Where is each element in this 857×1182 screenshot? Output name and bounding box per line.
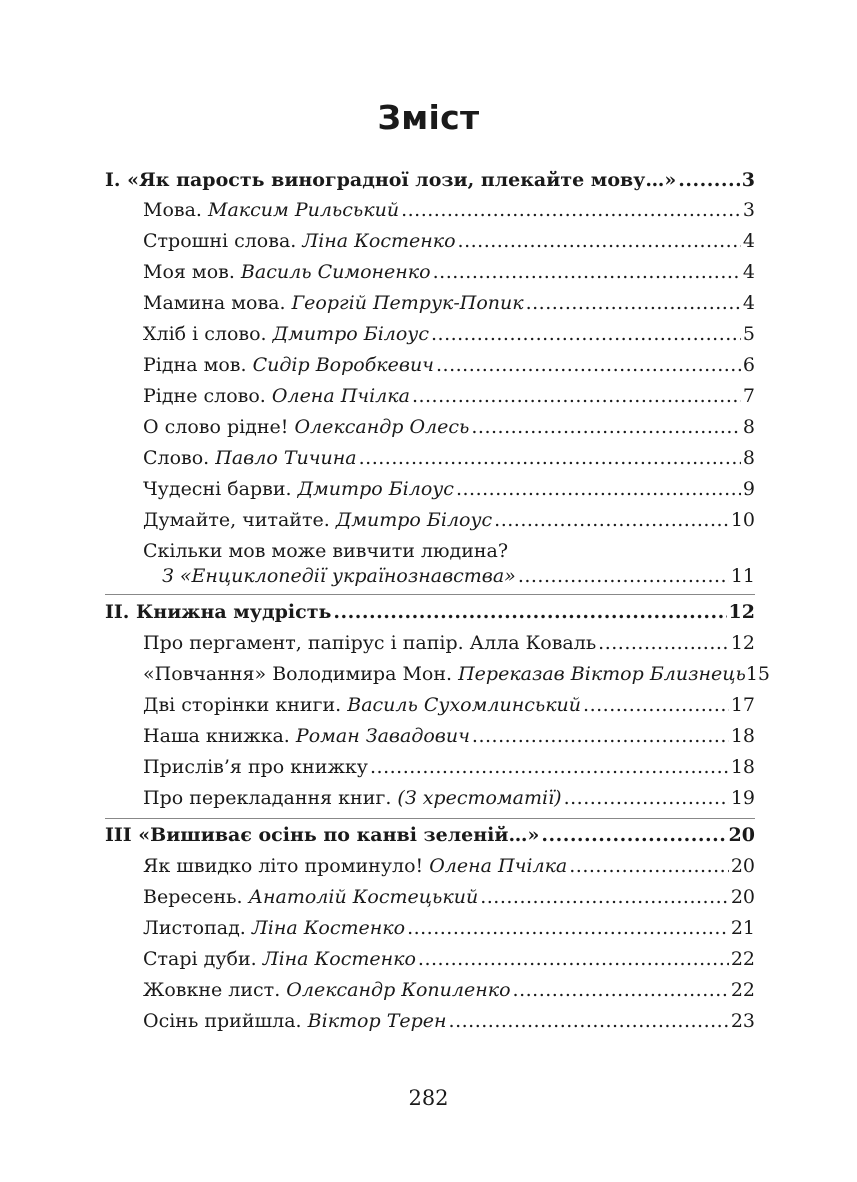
page-ref: 12 xyxy=(728,601,755,623)
page-ref: 20 xyxy=(730,855,755,877)
page-ref: 8 xyxy=(742,416,755,438)
page-ref: 10 xyxy=(730,509,755,531)
page-ref: 21 xyxy=(730,917,755,939)
toc-entry[interactable] xyxy=(143,384,755,408)
toc-entry[interactable] xyxy=(143,662,771,686)
dot-leader xyxy=(472,724,729,748)
dot-leader xyxy=(333,600,726,624)
toc-entry[interactable] xyxy=(143,755,755,779)
entry-author: Дмитро Білоус xyxy=(335,509,493,531)
dot-leader xyxy=(678,168,740,192)
dot-leader xyxy=(518,564,729,588)
page-ref: 4 xyxy=(742,261,755,283)
toc-entry[interactable] xyxy=(143,260,755,284)
entry-title: Про перекладання книг. xyxy=(143,787,392,809)
entry-title: Жовкне лист. xyxy=(143,979,281,1001)
entry-title: Про пергамент, папірус і папір. Алла Коваль xyxy=(143,632,597,654)
dot-leader xyxy=(407,916,729,940)
dot-leader xyxy=(526,291,741,315)
page-ref: 20 xyxy=(730,886,755,908)
toc-entry[interactable] xyxy=(143,353,755,377)
toc-entry[interactable] xyxy=(143,631,755,655)
dot-leader xyxy=(458,229,741,253)
entry-title: Моя мов. xyxy=(143,261,235,283)
page-ref: 4 xyxy=(742,292,755,314)
section-heading-text: І. «Як парость виноградної лози, плекайте мову…» xyxy=(105,169,677,191)
dot-leader xyxy=(513,978,729,1002)
page-ref: 3 xyxy=(741,169,755,191)
entry-title: Як швидко літо проминуло! xyxy=(143,855,424,877)
dot-leader xyxy=(456,477,741,501)
entry-author: Дмитро Білоус xyxy=(272,323,429,345)
page-ref: 18 xyxy=(730,725,755,747)
section-divider xyxy=(105,594,755,595)
toc-entry[interactable] xyxy=(143,947,755,971)
entry-title: Хліб і слово. xyxy=(143,323,267,345)
dot-leader xyxy=(598,631,729,655)
entry-author: Павло Тичина xyxy=(215,447,357,469)
entry-title: Рідне слово. xyxy=(143,385,266,407)
dot-leader xyxy=(583,693,729,717)
entry-title: Мова. xyxy=(143,199,202,221)
page-ref: 15 xyxy=(745,663,771,685)
toc-entry[interactable] xyxy=(143,415,755,439)
entry-author: Георгій Петрук-Попик xyxy=(291,292,524,314)
entry-author: Віктор Терен xyxy=(307,1010,447,1032)
section-divider xyxy=(105,818,755,819)
toc-entry[interactable] xyxy=(162,564,755,588)
entry-author: Олена Пчілка xyxy=(271,385,410,407)
entry-title: Чудесні барви. xyxy=(143,478,292,500)
entry-author: Анатолій Костецький xyxy=(248,886,479,908)
page-ref: 22 xyxy=(730,948,755,970)
page-ref: 20 xyxy=(728,824,755,846)
dot-leader xyxy=(436,353,741,377)
entry-author: Переказав Віктор Близнець xyxy=(458,663,746,685)
entry-title: Осінь прийшла. xyxy=(143,1010,302,1032)
page-number: 282 xyxy=(408,1086,449,1110)
entry-title: Старі дуби. xyxy=(143,948,257,970)
entry-author: Ліна Костенко xyxy=(302,230,456,252)
toc-entry[interactable] xyxy=(143,477,755,501)
entry-author: Сидір Воробкевич xyxy=(252,354,434,376)
entry-title: Вересень. xyxy=(143,886,243,908)
toc-section-heading[interactable] xyxy=(105,600,755,624)
page-ref: 17 xyxy=(730,694,755,716)
page-ref: 3 xyxy=(742,199,755,221)
dot-leader xyxy=(401,198,741,222)
page-ref: 6 xyxy=(742,354,755,376)
toc-entry[interactable] xyxy=(143,786,755,810)
entry-title: Слово. xyxy=(143,447,210,469)
entry-title: Рідна мов. xyxy=(143,354,247,376)
entry-author: Василь Сухомлинський xyxy=(347,694,582,716)
dot-leader xyxy=(569,854,729,878)
toc-entry[interactable] xyxy=(143,693,755,717)
entry-title: Дві сторінки книги. xyxy=(143,694,342,716)
dot-leader xyxy=(541,823,726,847)
dot-leader xyxy=(418,947,729,971)
page-ref: 9 xyxy=(742,478,755,500)
entry-author: Василь Симоненко xyxy=(240,261,431,283)
toc-entry[interactable] xyxy=(143,1009,755,1033)
entry-title: Строшні слова. xyxy=(143,230,297,252)
entry-author: Олена Пчілка xyxy=(429,855,568,877)
entry-author: Дмитро Білоус xyxy=(297,478,454,500)
dot-leader xyxy=(359,446,741,470)
entry-author: Олександр Копиленко xyxy=(286,979,511,1001)
toc-entry[interactable] xyxy=(143,854,755,878)
entry-title: О слово рідне! xyxy=(143,416,289,438)
entry-title: «Повчання» Володимира Мон. xyxy=(143,663,453,685)
entry-author: Ліна Костенко xyxy=(251,917,406,939)
toc-entry[interactable] xyxy=(143,978,755,1002)
dot-leader xyxy=(494,508,729,532)
toc-entry[interactable] xyxy=(143,916,755,940)
section-heading-text: ІІІ «Вишиває осінь по канві зеленій…» xyxy=(105,824,540,846)
entry-author: (З хрестоматії) xyxy=(397,787,562,809)
dot-leader xyxy=(370,755,729,779)
dot-leader xyxy=(433,260,741,284)
toc-section-heading[interactable] xyxy=(105,823,755,847)
page-ref: 4 xyxy=(742,230,755,252)
entry-author: З «Енциклопедії українознавства» xyxy=(162,565,516,587)
toc-entry[interactable] xyxy=(143,322,755,346)
toc-entry[interactable] xyxy=(143,724,755,748)
page-ref: 22 xyxy=(730,979,755,1001)
page-ref: 7 xyxy=(742,385,755,407)
page-ref: 12 xyxy=(730,632,755,654)
toc-entry[interactable] xyxy=(143,446,755,470)
page-ref: 11 xyxy=(730,565,755,587)
entry-title: Листопад. xyxy=(143,917,246,939)
entry-author: Ліна Костенко xyxy=(262,948,416,970)
page-ref: 18 xyxy=(730,756,755,778)
section-heading-text: ІІ. Книжна мудрість xyxy=(105,601,332,623)
entry-title[interactable]: Скільки мов може вивчити людина? xyxy=(143,540,509,562)
dot-leader xyxy=(564,786,729,810)
page-ref: 8 xyxy=(742,447,755,469)
entry-title: Мамина мова. xyxy=(143,292,286,314)
entry-author: Роман Завадович xyxy=(295,725,470,747)
entry-title: Наша книжка. xyxy=(143,725,290,747)
entry-author: Максим Рильський xyxy=(208,199,400,221)
dot-leader xyxy=(412,384,741,408)
toc-entry[interactable] xyxy=(143,885,755,909)
page-title: Зміст xyxy=(377,98,480,137)
page-ref: 5 xyxy=(742,323,755,345)
dot-leader xyxy=(471,415,741,439)
toc-entry[interactable] xyxy=(143,291,755,315)
dot-leader xyxy=(480,885,729,909)
toc-entry[interactable] xyxy=(143,229,755,253)
entry-author: Олександр Олесь xyxy=(294,416,470,438)
toc-entry[interactable] xyxy=(143,508,755,532)
entry-title: Прислів’я про книжку xyxy=(143,756,368,778)
page-ref: 23 xyxy=(730,1010,755,1032)
dot-leader xyxy=(431,322,741,346)
toc-entry[interactable] xyxy=(143,198,755,222)
toc-section-heading[interactable] xyxy=(105,168,755,192)
page-ref: 19 xyxy=(730,787,755,809)
entry-title: Думайте, читайте. xyxy=(143,509,330,531)
dot-leader xyxy=(449,1009,729,1033)
